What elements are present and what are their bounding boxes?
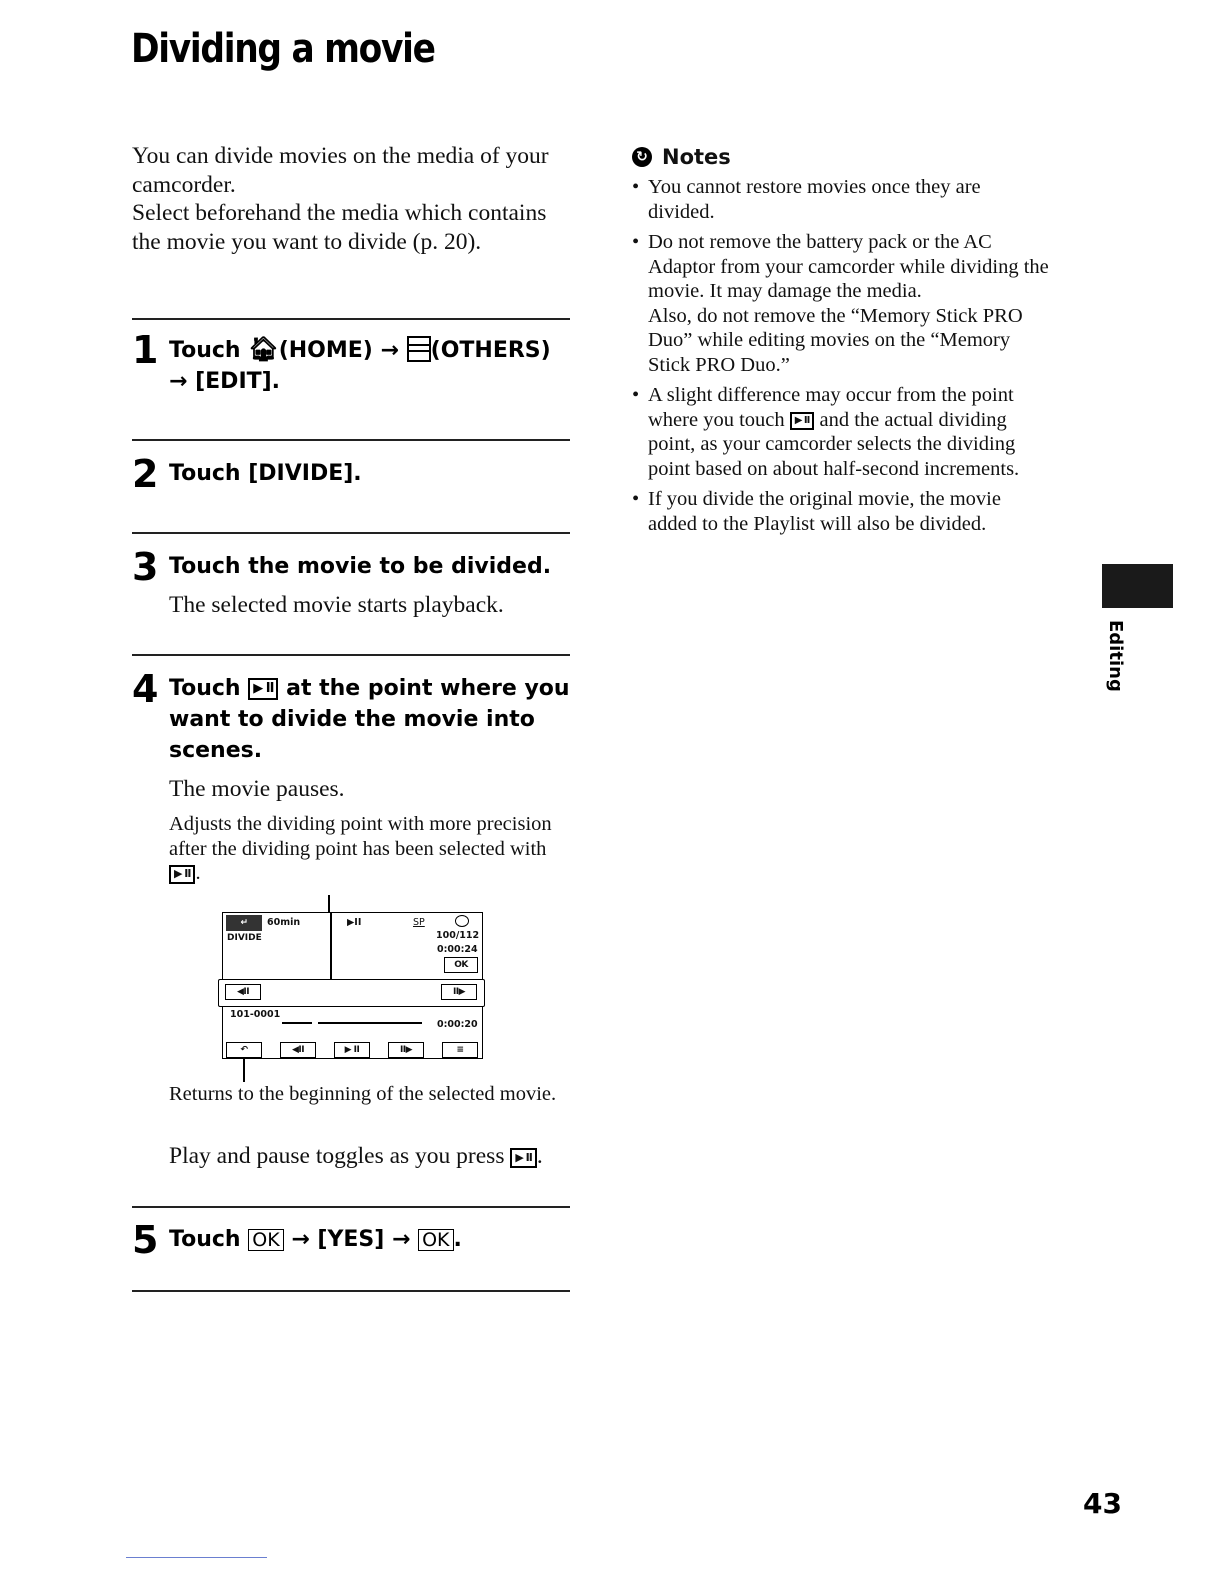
ok-button: OK [418,1229,453,1251]
step-note: Adjusts the dividing point with more precision after the dividing point has been selected with ▶ II . [169,813,552,884]
others-icon [407,336,431,362]
intro-block [132,142,572,256]
divider [132,318,570,320]
toggle-note: Play and pause toggles as you press ▶ II . [169,1143,543,1169]
frame-step-bar [218,979,485,1007]
next-frame-button[interactable]: II▶ [441,984,477,1000]
disc-icon [455,915,469,927]
divider [132,1206,570,1208]
divider [132,439,570,441]
callout-caption: Returns to the beginning of the selected movie. [169,1083,557,1105]
step-5: 5 Touch OK → [YES] → OK . [132,1218,462,1262]
notes-list [632,175,1052,536]
note-item: • If you divide the original movie, the movie added to the Playlist will also be divided. [632,487,1052,536]
return-to-start-button[interactable]: ↶ [226,1042,262,1058]
scene-count: 100/112 [436,930,480,941]
time-top: 0:00:24 [437,944,478,955]
notes-section [632,145,1052,542]
back-icon: ↵ [226,915,262,931]
home-icon: 🏠︎ [248,335,279,363]
step-number: 4 [132,667,159,711]
side-tab-marker [1102,564,1173,608]
progress-bar [282,1022,312,1024]
menu-button[interactable]: ≡ [442,1042,478,1058]
step-body: The movie pauses. [169,776,345,802]
step-number: 5 [132,1218,159,1262]
file-number: 101-0001 [230,1009,281,1020]
ok-button[interactable]: OK [444,957,478,973]
play-pause-icon: ▶ II [248,678,278,700]
ok-button: OK [248,1229,283,1251]
next-button[interactable]: II▶ [388,1042,424,1058]
mode-label: DIVIDE [227,933,262,943]
note-item: • Do not remove the battery pack or the AC Adaptor from your camcorder while dividing the movie. It may damage the media. Also, do not remove the “Memory Stick PRO Duo” while editing movies on the “Memory Stick PRO Duo.” [632,230,1052,377]
divider [132,654,570,656]
note-item: • You cannot restore movies once they are divided. [632,175,1052,224]
prev-frame-button[interactable]: ◀II [225,984,261,1000]
page-number: 43 [1083,1487,1122,1520]
side-tab-label: Editing [1105,620,1126,692]
step-2 [132,452,572,496]
step-body: The selected movie starts playback. [169,592,504,618]
time-bottom: 0:00:20 [437,1019,478,1030]
play-pause-button[interactable]: ▶ II [334,1042,370,1058]
intro-paragraph-2: Select beforehand the media which contains the movie you want to divide (p. 20). [132,200,547,255]
lcd-screen-illustration [218,895,486,1065]
divider [132,532,570,534]
step-number: 3 [132,545,159,589]
prev-button[interactable]: ◀II [280,1042,316,1058]
notes-heading: ↻ Notes [632,145,1052,169]
note-item: • A slight difference may occur from the point where you touch ▶ II and the actual dividing point, as your camcorder selects the dividing point based on about half-second increments. [632,383,1052,481]
intro-paragraph-1: You can divide movies on the media of your camcorder. [132,143,549,198]
play-pause-icon: ▶ II [790,412,815,430]
notes-icon: ↻ [632,147,652,167]
play-pause-icon: ▶ II [510,1148,536,1168]
page-title: Dividing a movie [131,26,435,72]
play-pause-icon: ▶ II [169,865,195,884]
footer-line [126,1557,267,1558]
step-4: 4 Touch ▶ II at the point where you want to divide the movie into scenes. The movie pauses. Adjusts the dividing point with more precision after the dividing point has been selected with ▶ II . [132,673,572,886]
step-1: 1 Touch 🏠︎(HOME) → (OTHERS) → [EDIT]. [132,328,551,394]
step-heading: Touch the movie to be divided. [169,554,552,579]
step-number: 1 [132,328,159,372]
step-heading: Touch [DIVIDE]. [169,461,362,486]
step-number: 2 [132,452,159,496]
divider [132,1290,570,1292]
quality-label: SP [413,917,425,928]
battery-indicator: 60min [267,917,301,928]
callout-line [243,1058,245,1082]
play-status-icon: ▶II [347,917,362,928]
step-3 [132,545,572,620]
